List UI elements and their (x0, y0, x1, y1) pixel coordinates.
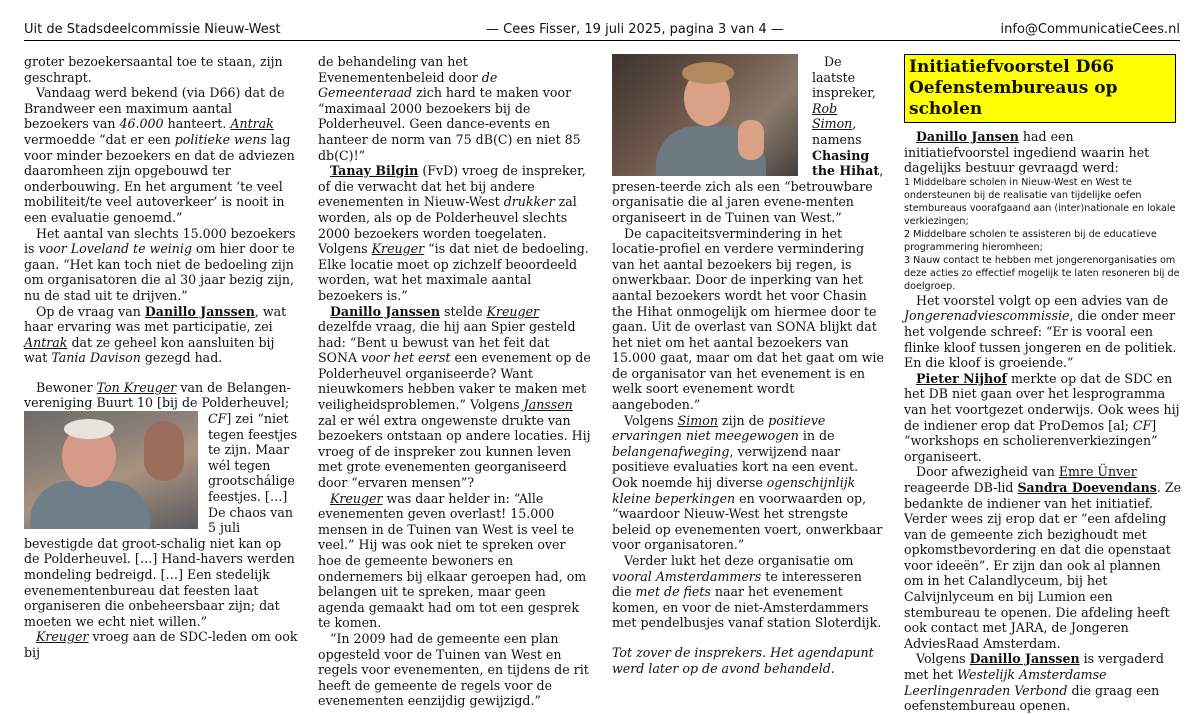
paragraph: Volgens Simon zijn de positieve ervaringen niet meegewogen in de belangenafweging, verwijzend naar positieve evaluaties kort na een event. Ook noemde hij diverse ogenschijnlijk kleine beperkingen en voorwaarden op, “waardoor Nieuw-West het strengste beleid op evenementen voert, onwerkbaar voor organisatoren.” (612, 412, 883, 553)
header-center: — Cees Fisser, 19 juli 2025, pagina 3 van 4 — (486, 22, 784, 37)
paragraph: Het aantal van slechts 15.000 bezoekers is voor Loveland te weinig om hier door te gaan. “Het kan toch niet de bedoeling zijn om organisatoren die al 30 jaar bezig zijn, nu de stad uit te drijven.” (24, 225, 296, 303)
paragraph: Bewoner Ton Kreuger van de Belangen-vereniging Buurt 10 [bij de Polderheuvel; CF ] zei “niet tegen feestjes te zijn. Maar wél tegen grootschálige feestjes. […] De chaos van 5 juli bevestigde dat groot-schalig niet kan op de Polderheuvel. […] Hand-havers werden mondeling bedreigd. […] Een stedelijk evenementenbureau dat feesten laat organiseren die onbeheersbaar zijn; dat moeten we echt niet willen.” (24, 379, 298, 629)
paragraph: groter bezoekersaantal toe te staan, zijn geschrapt. (24, 54, 283, 85)
paragraph: Tanay Bilgin (FvD) vroeg de inspreker, of die verwacht dat het bij andere evenementen in Nieuw-West drukker zal worden, als op de Polderheuvel slechts 2000 bezoekers worden toegelaten. Volgens Kreuger “is dat niet de bedoeling. Elke locatie moet op zichzelf beoordeeld worden, wat het maximale aantal bezoekers is.” (318, 163, 589, 303)
header-left: Uit de Stadsdeelcommissie Nieuw-West (24, 22, 281, 37)
list-item: 2 Middelbare scholen te assisteren bij de educatieve programmering hieromheen; (904, 228, 1157, 253)
column-1 (24, 54, 298, 661)
closing-note: Tot zover de insprekers. Het agendapunt werd later op de avond behandeld. (612, 644, 874, 676)
column-3 (612, 54, 884, 676)
section-title: Initiatiefvoorstel D66 Oefenstembureaus op scholen (904, 54, 1176, 123)
speaker-photo-simon (612, 54, 798, 176)
paragraph: Op de vraag van Danillo Janssen, wat haar ervaring was met participatie, zei Antrak dat ze geheel kon aansluiten bij wat Tania Davison gezegd had. (24, 303, 287, 366)
header-email[interactable]: info@CommunicatieCees.nl (1000, 22, 1180, 37)
paragraph: Verder lukt het deze organisatie om vooral Amsterdammers te interesseren die met de fiets naar het evenement komen, en voor de niet-Amsterdammers met pendelbusjes vanaf station Sloterdijk. (612, 553, 882, 631)
paragraph: Vandaag werd bekend (via D66) dat de Brandweer een maximum aantal bezoekers van 46.000 hanteert. Antrak vermoedde “dat er een politieke wens lag voor minder bezoekers en dat de adviezen daaromheen zijn opgebouwd ter onderbouwing. En het argument ‘te veel mobiliteit/te veel autoverkeer’ is nooit in een evaluatie genoemd.” (24, 85, 295, 225)
paragraph: Kreuger was daar helder in: “Alle evenementen geven overlast! 15.000 mensen in de Tuinen van West is veel te veel.” Hij was ook niet te spreken over hoe de gemeente bewoners en ondernemers bij elkaar geroepen had, om belangen uit te spreken, maar geen agenda gemaakt had om tot een gesprek te komen. (318, 490, 587, 631)
paragraph: de behandeling van het Evenementenbeleid door de Gemeenteraad zich hard te maken voor “maximaal 2000 bezoekers bij de Polderheuvel. Geen dance-events en hanteer de norm van 75 dB(C) en niet 85 db(C)!” (318, 54, 581, 163)
paragraph: “In 2009 had de gemeente een plan opgesteld voor de Tuinen van West en regels voor evenementen, en tijdens de rit heeft de gemeente de regels voor de evenementen eenzijdig gewijzigd.” (318, 630, 589, 709)
paragraph: Volgens Danillo Janssen is vergaderd met het Westelijk Amsterdamse Leerlingenraden Verbond die graag een oefenstembureau openen. (904, 651, 1164, 714)
paragraph: Door afwezigheid van Emre Ünver reageerde DB-lid Sandra Doevendans. Ze bedankte de indiener van het initiatief. Verder wees zij erop dat er “een afdeling van de gemeente zich bezighoudt met opkomstbevordering en dat die openstaat voor ideeën”. Er zijn dan ook al plannen om in het Calandlyceum, bij het Calvijnlyceum en bij Lumion een stembureau te openen. Die afdeling heeft ook contact met JARA, de Jongeren AdviesRaad Amsterdam. (904, 464, 1182, 651)
paragraph: De capaciteitsvermindering in het locatie-profiel en verdere vermindering van het aantal bezoekers bij regen, is onwerkbaar. Door de inperking van het aantal bezoekers wordt het voor Chasin the Hihat onmogelijk om hiermee door te gaan. Uit de overlast van SONA blijkt dat het niet om het aantal bezoekers van 15.000 gaat, maar om dat het gaat om wie de organisator van het evenement is en welk soort evenement wordt aangeboden.” (612, 225, 884, 413)
paragraph: Danillo Janssen stelde Kreuger dezelfde vraag, die hij aan Spier gesteld had: “Bent u bewust van het feit dat SONA voor het eerst een evenement op de Polderheuvel organiseerde? Want nieuwkomers hebben vaker te maken met veiligheidsproblemen.” Volgens Janssen zal er wél extra ongewenste drukte van bezoekers ontstaan op andere locaties. Hij vroeg of de inspreker zou kunnen leven met grote evenementen georganiseerd door “ervaren mensen”? (318, 303, 591, 491)
list-item: 1 Middelbare scholen in Nieuw-West en West te ondersteunen bij de realisatie van tijdelijke oefen stembureaus voorafgaand aan (inter)nationale en lokale verkiezingen; (904, 176, 1176, 227)
column-2 (318, 54, 592, 709)
list-item: 3 Nauw contact te hebben met jongerenorganisaties om deze acties zo effectief mogelijk te laten resoneren bij de doelgroep. (904, 254, 1180, 292)
speaker-photo-kreuger (24, 411, 198, 529)
column-4 (904, 54, 1182, 714)
paragraph: De laatste inspreker, Rob Simon, namens Chasing the Hihat, presen-teerde zich als een “betrouwbare organisatie die al jaren evene-menten organiseert in de Tuinen van West.” (612, 54, 884, 225)
page-header (24, 22, 1180, 41)
paragraph: Danillo Jansen had een initiatiefvoorstel ingediend waarin het dagelijks bestuur gevraagd werd: (904, 129, 1150, 176)
paragraph: Pieter Nijhof merkte op dat de SDC en het DB niet gaan over het lesprogramma van het voortgezet onderwijs. Ook wees hij de indiener erop dat ProDemos [al; CF] “workshops en scholierenverkiezingen” organiseert. (904, 370, 1180, 464)
paragraph: Kreuger vroeg aan de SDC-leden om ook bij (24, 629, 298, 660)
paragraph: Het voorstel volgt op een advies van de Jongerenadviescommissie, die onder meer het volgende schreef: “Er is vooral een flinke kloof tussen jongeren en de politiek. En die kloof is groeiende.” (904, 292, 1177, 371)
